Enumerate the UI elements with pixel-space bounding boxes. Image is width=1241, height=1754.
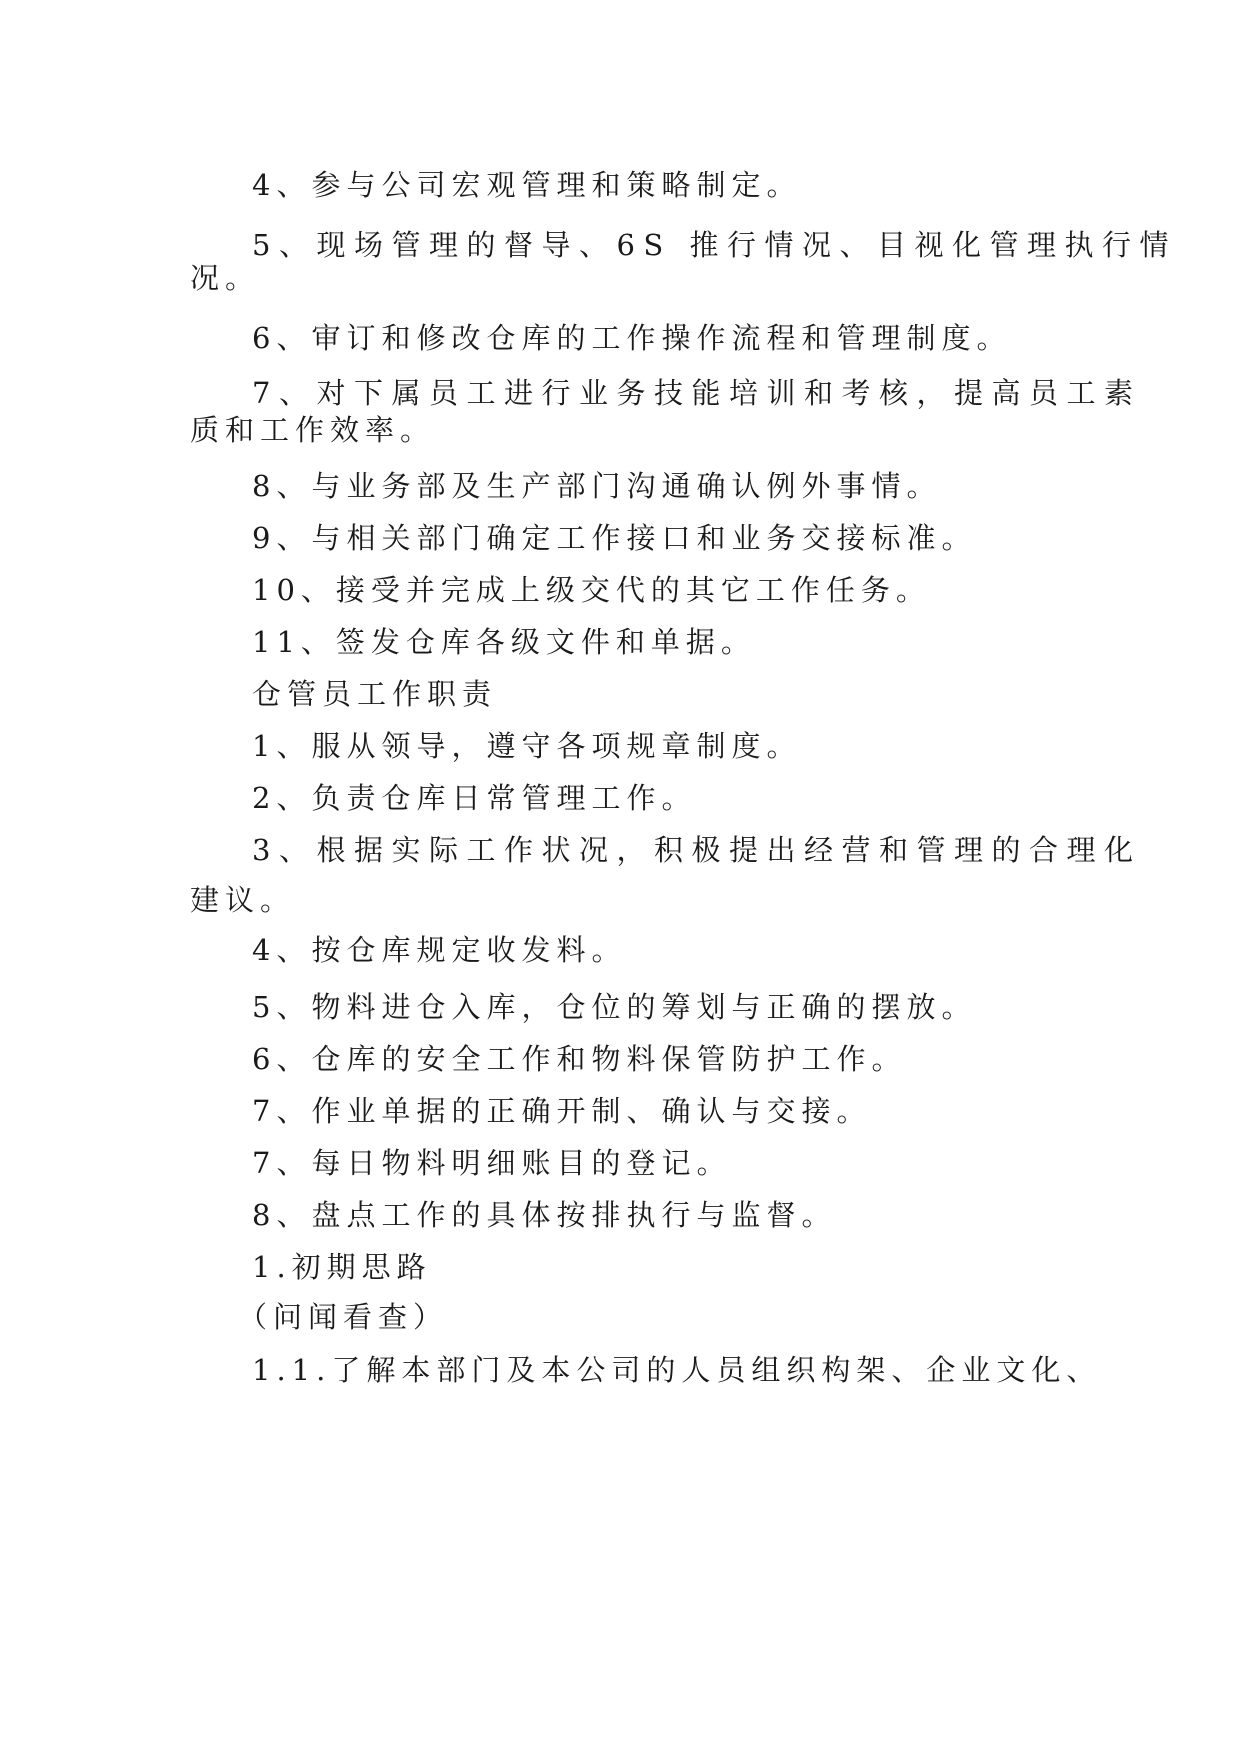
duty-item-4-strategy: 4、参与公司宏观管理和策略制定。 [252, 168, 802, 202]
keeper-item-7-ledger: 7、每日物料明细账目的登记。 [252, 1146, 732, 1180]
duty-item-7-training: 7、对下属员工进行业务技能培训和考核，提高员工素 [252, 376, 1142, 410]
keeper-item-3-suggestions: 3、根据实际工作状况，积极提出经营和管理的合理化 [252, 833, 1142, 867]
duty-item-5-site-supervision: 5、现场管理的督导、6S 推行情况、目视化管理执行情 [252, 228, 1177, 262]
keeper-item-5-storage: 5、物料进仓入库，仓位的筹划与正确的摆放。 [252, 990, 977, 1024]
duty-item-7-continuation: 质和工作效率。 [190, 413, 436, 447]
subheading-ask-observe: （问闻看查） [238, 1300, 449, 1334]
keeper-item-1-obey: 1、服从领导，遵守各项规章制度。 [252, 729, 802, 763]
keeper-item-2-daily-management: 2、负责仓库日常管理工作。 [252, 781, 697, 815]
keeper-item-7-forms: 7、作业单据的正确开制、确认与交接。 [252, 1094, 872, 1128]
duty-item-11-documents: 11、签发仓库各级文件和单据。 [252, 625, 756, 659]
keeper-item-8-inventory: 8、盘点工作的具体按排执行与监督。 [252, 1198, 837, 1232]
keeper-item-6-safety: 6、仓库的安全工作和物料保管防护工作。 [252, 1042, 907, 1076]
section-heading-initial-ideas: 1.初期思路 [252, 1250, 432, 1284]
keeper-item-3-continuation: 建议。 [190, 883, 296, 917]
point-1-1-understand-structure: 1.1.了解本部门及本公司的人员组织构架、企业文化、 [252, 1353, 1102, 1387]
duty-item-10-tasks: 10、接受并完成上级交代的其它工作任务。 [252, 573, 931, 607]
duty-item-9-interfaces: 9、与相关部门确定工作接口和业务交接标准。 [252, 521, 977, 555]
keeper-item-4-materials: 4、按仓库规定收发料。 [252, 933, 627, 967]
section-heading-warehouse-keeper: 仓管员工作职责 [252, 677, 498, 711]
duty-item-8-communication: 8、与业务部及生产部门沟通确认例外事情。 [252, 469, 942, 503]
duty-item-5-continuation: 况。 [190, 261, 261, 295]
duty-item-6-procedures: 6、审订和修改仓库的工作操作流程和管理制度。 [252, 321, 1012, 355]
